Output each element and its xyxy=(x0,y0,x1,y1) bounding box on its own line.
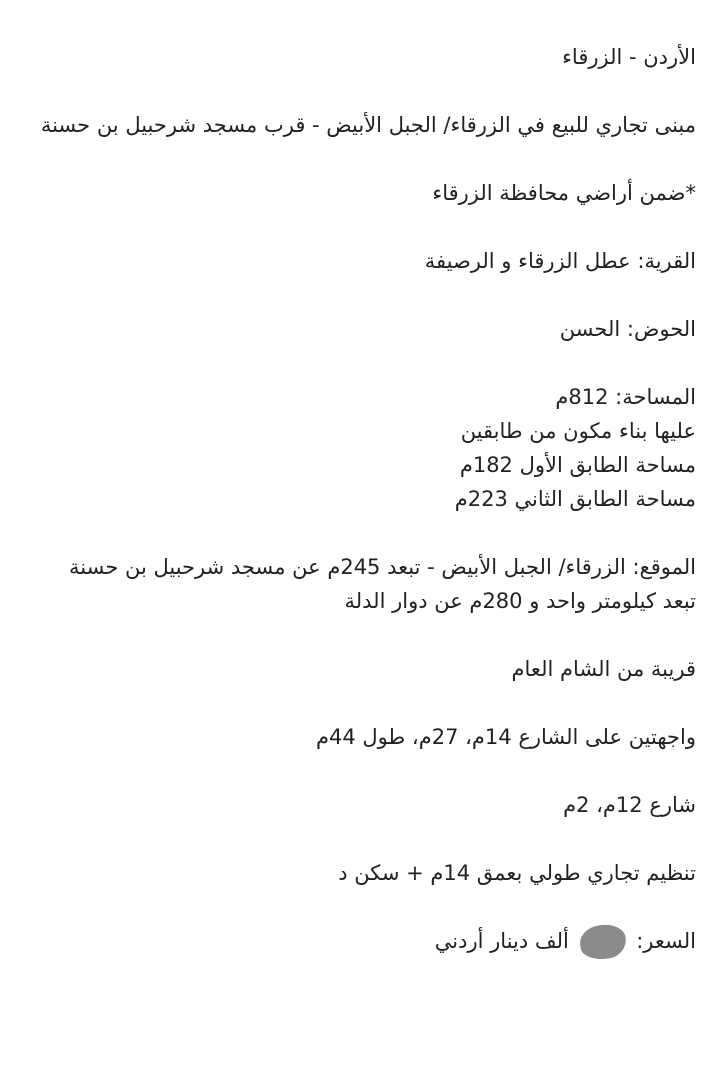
redacted-price-blob xyxy=(577,922,627,962)
site-block xyxy=(30,550,696,618)
near-note: قريبة من الشام العام xyxy=(511,657,696,681)
location-header: الأردن - الزرقاء xyxy=(562,45,696,69)
lands-note: *ضمن أراضي محافظة الزرقاء xyxy=(432,181,696,205)
basin: الحوض: الحسن xyxy=(559,317,696,341)
building-desc: عليها بناء مكون من طابقين xyxy=(460,419,696,443)
total-area: المساحة: 812م xyxy=(555,385,696,409)
street: شارع 12م، 2م xyxy=(563,793,696,817)
area-block xyxy=(30,380,696,516)
site-location: الموقع: الزرقاء/ الجبل الأبيض - تبعد 245م عن مسجد شرحبيل بن حسنة xyxy=(68,555,696,579)
listing-title: مبنى تجاري للبيع في الزرقاء/ الجبل الأبيض - قرب مسجد شرحبيل بن حسنة xyxy=(40,113,696,137)
second-floor-area: مساحة الطابق الثاني 223م xyxy=(454,487,696,511)
facades: واجهتين على الشارع 14م، 27م، طول 44م xyxy=(316,725,696,749)
zoning: تنظيم تجاري طولي بعمق 14م + سكن د xyxy=(338,861,696,885)
price-label: السعر: xyxy=(636,929,696,953)
price-unit: ألف دينار أردني xyxy=(434,929,569,953)
village: القرية: عطل الزرقاء و الرصيفة xyxy=(424,249,696,273)
site-distance: تبعد كيلومتر واحد و 280م عن دوار الدلة xyxy=(344,589,696,613)
price-line xyxy=(30,924,696,959)
first-floor-area: مساحة الطابق الأول 182م xyxy=(459,453,696,477)
